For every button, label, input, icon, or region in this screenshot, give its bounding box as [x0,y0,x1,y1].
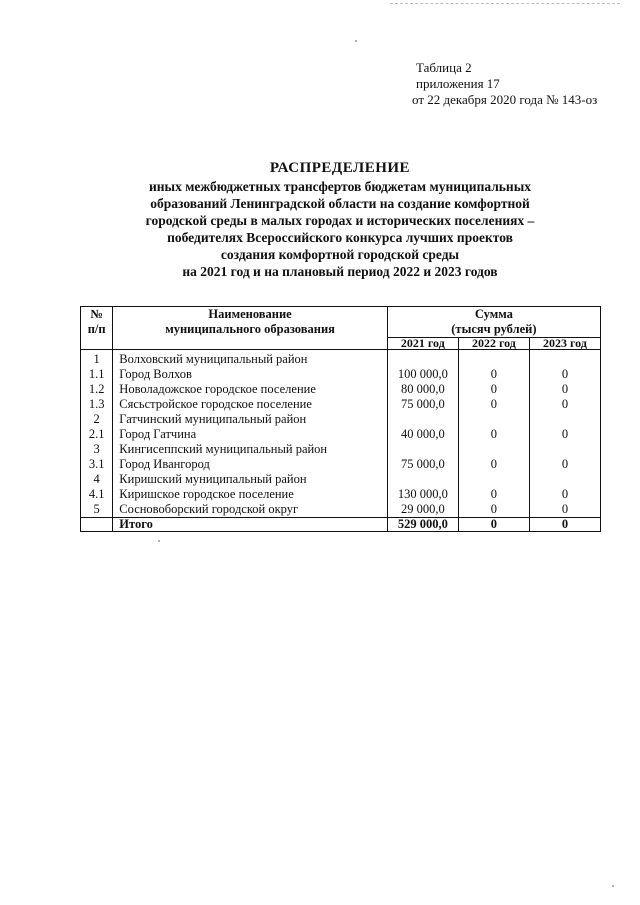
row-value-2022-cell [458,442,529,457]
row-name-cell: Киришский муниципальный район [113,472,388,487]
table-row [81,442,601,457]
appendix-table-number: Таблица 2 [416,60,472,75]
table-row [81,367,601,382]
row-value-2021-cell: 75 000,0 [387,397,458,412]
table-row [81,487,601,502]
row-value-2023-cell [529,442,600,457]
title-main: РАСПРЕДЕЛЕНИЕ [269,160,411,176]
row-number-cell: 3.1 [81,457,113,472]
table-row [81,472,601,487]
table-row [81,412,601,427]
document-title [80,160,600,280]
scan-speck [158,540,160,542]
table-row [81,427,601,442]
column-header-sum: Сумма (тысяч рублей) [387,307,600,338]
table-row [81,397,601,412]
row-number-cell: 2 [81,412,113,427]
row-value-2022-cell [458,412,529,427]
row-value-2023-cell: 0 [529,367,600,382]
row-number-cell: 5 [81,502,113,518]
row-value-2022-cell: 0 [458,397,529,412]
row-value-2022-cell: 0 [458,367,529,382]
row-number-cell: 1.2 [81,382,113,397]
row-number-cell: 4 [81,472,113,487]
distribution-table [80,306,601,532]
total-value-2021-cell: 529 000,0 [387,518,458,532]
row-value-2023-cell: 0 [529,457,600,472]
row-name-cell: Киришское городское поселение [113,487,388,502]
row-value-2021-cell [387,442,458,457]
row-value-2023-cell [529,412,600,427]
appendix-law-date: от 22 декабря 2020 года № 143-оз [412,92,598,107]
row-value-2023-cell: 0 [529,502,600,518]
row-value-2022-cell [458,350,529,368]
row-value-2023-cell: 0 [529,487,600,502]
row-name-cell: Гатчинский муниципальный район [113,412,388,427]
table-body [81,350,601,532]
row-value-2021-cell: 29 000,0 [387,502,458,518]
title-line: создания комфортной городской среды [220,247,460,262]
scan-speck [612,885,614,887]
row-value-2021-cell: 80 000,0 [387,382,458,397]
row-value-2022-cell: 0 [458,487,529,502]
row-number-cell: 1.1 [81,367,113,382]
row-number-cell: 2.1 [81,427,113,442]
total-value-2023-cell: 0 [529,518,600,532]
row-name-cell: Сясьстройское городское поселение [113,397,388,412]
column-header-number: № п/п [81,307,113,350]
table-row [81,457,601,472]
row-name-cell: Новоладожское городское поселение [113,382,388,397]
title-line: на 2021 год и на плановый период 2022 и 2023 годов [182,264,498,279]
total-number-cell [81,518,113,532]
row-value-2023-cell: 0 [529,382,600,397]
row-value-2023-cell: 0 [529,427,600,442]
row-value-2021-cell: 130 000,0 [387,487,458,502]
total-row [81,518,601,532]
row-name-cell: Сосновоборский городской округ [113,502,388,518]
row-name-cell: Город Ивангород [113,457,388,472]
row-value-2021-cell [387,472,458,487]
row-value-2021-cell: 75 000,0 [387,457,458,472]
table-row [81,502,601,518]
scan-artifact-line [390,3,620,4]
total-label-cell: Итого [113,518,388,532]
row-name-cell: Кингисеппский муниципальный район [113,442,388,457]
row-value-2021-cell: 40 000,0 [387,427,458,442]
row-name-cell: Волховский муниципальный район [113,350,388,368]
column-header-2023: 2023 год [529,338,600,350]
title-line: иных межбюджетных трансфертов бюджетам муниципальных [149,179,531,194]
row-value-2022-cell [458,472,529,487]
row-number-cell: 3 [81,442,113,457]
scan-speck [355,40,357,42]
title-line: городской среды в малых городах и исторических поселениях – [145,213,535,228]
row-value-2022-cell: 0 [458,457,529,472]
row-value-2022-cell: 0 [458,382,529,397]
row-name-cell: Город Гатчина [113,427,388,442]
row-value-2021-cell [387,412,458,427]
row-name-cell: Город Волхов [113,367,388,382]
table-row [81,382,601,397]
row-value-2022-cell: 0 [458,502,529,518]
title-line: образований Ленинградской области на создание комфортной [150,196,530,211]
column-header-2022: 2022 год [458,338,529,350]
total-value-2022-cell: 0 [458,518,529,532]
appendix-number: приложения 17 [416,76,500,91]
row-value-2023-cell [529,350,600,368]
row-value-2023-cell: 0 [529,397,600,412]
table-row [81,350,601,368]
row-number-cell: 1 [81,350,113,368]
column-header-2021: 2021 год [387,338,458,350]
row-value-2022-cell: 0 [458,427,529,442]
title-line: победителях Всероссийского конкурса лучших проектов [167,230,513,245]
row-number-cell: 4.1 [81,487,113,502]
appendix-reference [412,60,597,108]
column-header-name: Наименование муниципального образования [113,307,388,350]
row-number-cell: 1.3 [81,397,113,412]
row-value-2021-cell [387,350,458,368]
row-value-2021-cell: 100 000,0 [387,367,458,382]
row-value-2023-cell [529,472,600,487]
